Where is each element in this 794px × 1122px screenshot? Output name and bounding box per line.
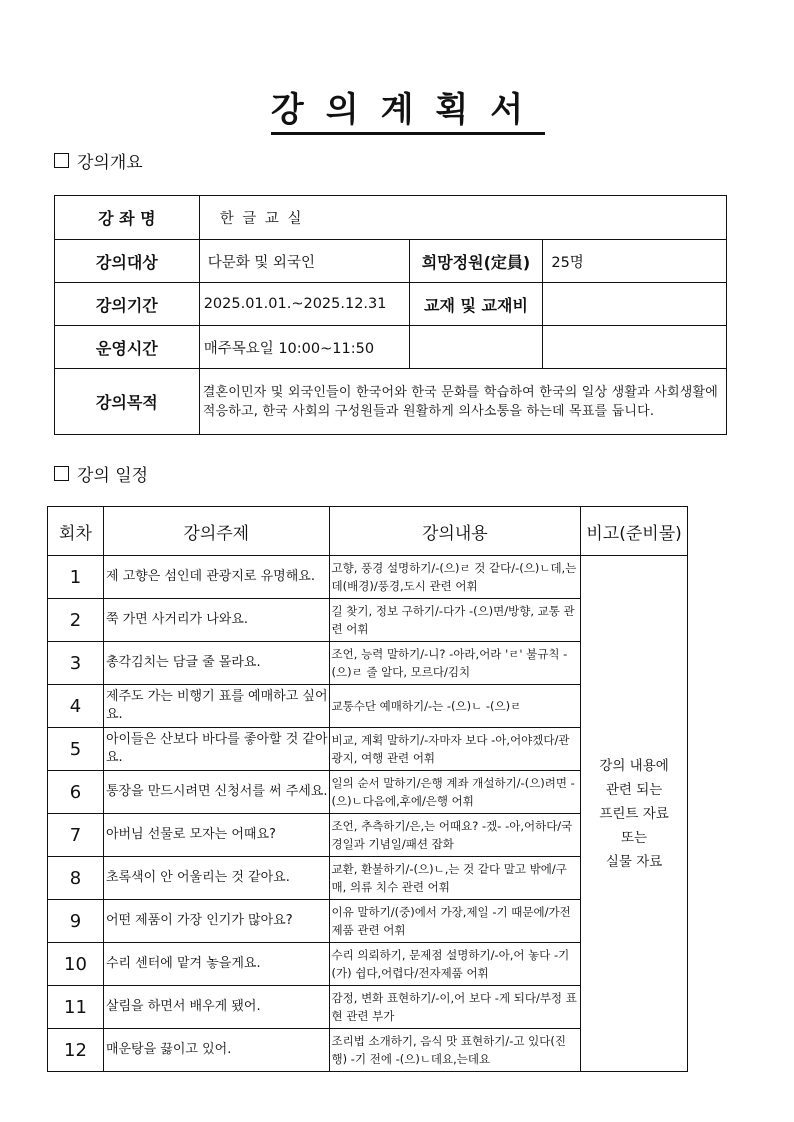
row-topic: 제 고향은 섬인데 관광지로 유명해요.	[103, 556, 329, 599]
row-number: 8	[48, 857, 104, 900]
row-topic: 통장을 만드시려면 신청서를 써 주세요.	[103, 771, 329, 814]
note-line: 실물 자료	[605, 853, 663, 870]
row-topic: 초록색이 안 어울리는 것 같아요.	[103, 857, 329, 900]
row-topic: 아이들은 산보다 바다를 좋아할 것 같아요.	[103, 728, 329, 771]
section-schedule-label: 강의 일정	[77, 466, 149, 486]
row-content: 조리법 소개하기, 음식 맛 표현하기/-고 있다(진행) -기 전에 -(으)ㄴ데요,는데요	[329, 1029, 581, 1072]
row-number: 12	[48, 1029, 104, 1072]
purpose-value: 결혼이민자 및 외국인들이 한국어와 한국 문화를 학습하여 한국의 일상 생활과 사회생활에 적응하고, 한국 사회의 구성원들과 원활하게 의사소통을 하는데 목표를 둡니다.	[199, 369, 726, 435]
row-content: 길 찾기, 정보 구하기/-다가 -(으)면/방향, 교통 관련 어휘	[329, 599, 581, 642]
header-topic: 강의주제	[103, 507, 329, 556]
capacity-value: 25명	[543, 240, 727, 283]
header-note: 비고(준비물)	[581, 507, 688, 556]
period-label: 강의기간	[55, 283, 200, 326]
course-label: 강 좌 명	[55, 196, 200, 240]
row-content: 비교, 계획 말하기/-자마자 보다 -아,어야겠다/관광지, 여행 관련 어휘	[329, 728, 581, 771]
header-content: 강의내용	[329, 507, 581, 556]
row-content: 고향, 풍경 설명하기/-(으)ㄹ 것 같다/-(으)ㄴ데,는데(배경)/풍경,도시 관련 어휘	[329, 556, 581, 599]
overview-table	[54, 195, 727, 435]
note-line: 관련 되는	[605, 781, 663, 798]
target-label: 강의대상	[55, 240, 200, 283]
checkbox-icon	[54, 153, 69, 168]
row-number: 4	[48, 685, 104, 728]
material-label: 교재 및 교재비	[409, 283, 543, 326]
period-value: 2025.01.01.~2025.12.31	[199, 283, 409, 326]
note-line: 프린트 자료	[599, 805, 669, 822]
row-content: 감정, 변화 표현하기/-이,어 보다 -게 되다/부정 표현 관련 부가	[329, 986, 581, 1029]
row-topic: 어떤 제품이 가장 인기가 많아요?	[103, 900, 329, 943]
row-number: 5	[48, 728, 104, 771]
target-value: 다문화 및 외국인	[199, 240, 409, 283]
row-topic: 수리 센터에 맡겨 놓을게요.	[103, 943, 329, 986]
checkbox-icon	[54, 466, 69, 481]
note-line: 강의 내용에	[599, 757, 669, 774]
row-topic: 쭉 가면 사거리가 나와요.	[103, 599, 329, 642]
row-content: 교환, 환불하기/-(으)ㄴ,는 것 같다 말고 밖에/구매, 의류 치수 관련 어휘	[329, 857, 581, 900]
course-value: 한 글 교 실	[199, 196, 726, 240]
row-number: 11	[48, 986, 104, 1029]
time-value: 매주목요일 10:00~11:50	[199, 326, 409, 369]
empty-cell	[409, 326, 543, 369]
row-content: 일의 순서 말하기/은행 계좌 개설하기/-(으)려면 -(으)ㄴ다음에,후에/은행 어휘	[329, 771, 581, 814]
row-number: 1	[48, 556, 104, 599]
row-number: 10	[48, 943, 104, 986]
row-topic: 제주도 가는 비행기 표를 예매하고 싶어요.	[103, 685, 329, 728]
row-topic: 아버님 선물로 모자는 어때요?	[103, 814, 329, 857]
section-overview-label: 강의개요	[77, 153, 143, 173]
row-number: 7	[48, 814, 104, 857]
time-label: 운영시간	[55, 326, 200, 369]
row-topic: 매운탕을 끓이고 있어.	[103, 1029, 329, 1072]
material-value	[543, 283, 727, 326]
row-number: 3	[48, 642, 104, 685]
row-topic: 살림을 하면서 배우게 됐어.	[103, 986, 329, 1029]
row-number: 2	[48, 599, 104, 642]
row-content: 교통수단 예매하기/-는 -(으)ㄴ -(으)ㄹ	[329, 685, 581, 728]
note-line: 또는	[621, 829, 648, 846]
row-topic: 총각김치는 담글 줄 몰라요.	[103, 642, 329, 685]
row-note	[581, 556, 688, 1072]
capacity-label: 희망정원(定員)	[409, 240, 543, 283]
row-content: 이유 말하기/(중)에서 가장,제일 -기 때문에/가전제품 관련 어휘	[329, 900, 581, 943]
row-number: 6	[48, 771, 104, 814]
section-schedule-heading	[54, 461, 148, 486]
row-content: 수리 의뢰하기, 문제점 설명하기/-아,어 놓다 -기(가) 쉽다,어렵다/전자제품 어휘	[329, 943, 581, 986]
row-content: 조언, 능력 말하기/-니? -아라,어라 'ㄹ' 불규칙 -(으)ㄹ 줄 알다, 모르다/김치	[329, 642, 581, 685]
section-overview-heading	[54, 148, 143, 173]
empty-cell	[543, 326, 727, 369]
table-row	[48, 556, 688, 599]
row-content: 조언, 추측하기/은,는 어때요? -겠- -아,어하다/국경일과 기념일/패션 잡화	[329, 814, 581, 857]
row-number: 9	[48, 900, 104, 943]
purpose-label: 강의목적	[55, 369, 200, 435]
header-no: 회차	[48, 507, 104, 556]
page-title: 강의계획서	[0, 82, 794, 131]
schedule-table	[47, 506, 688, 1072]
